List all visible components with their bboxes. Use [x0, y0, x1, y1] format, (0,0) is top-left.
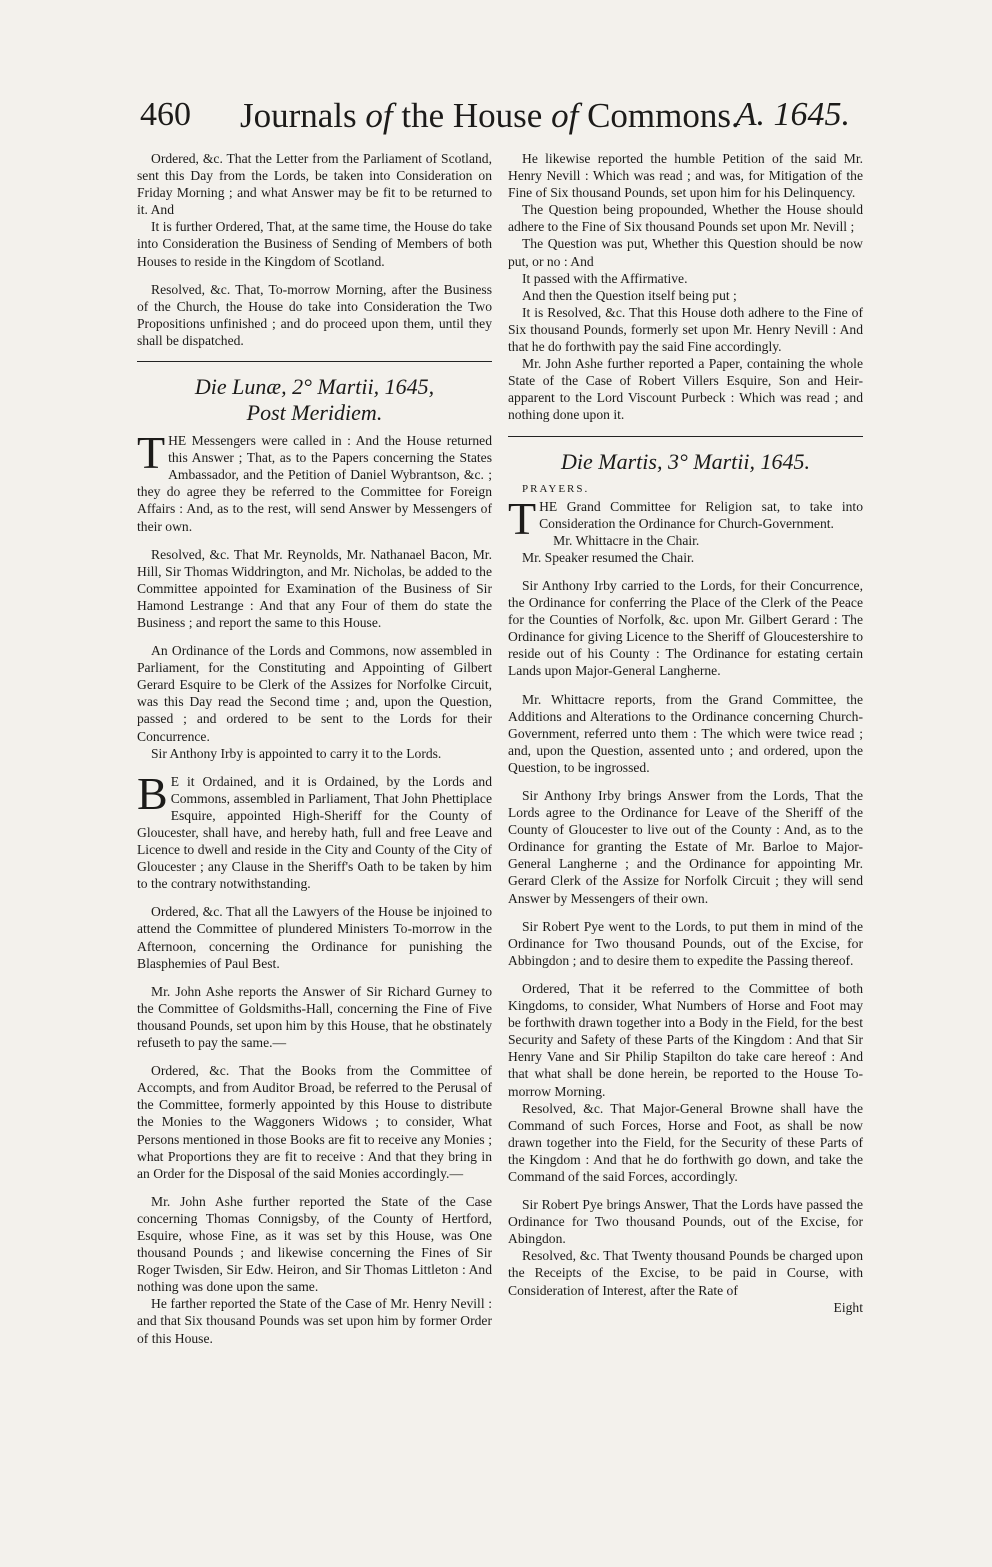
paragraph: Mr. John Ashe further reported the State of the Case concerning Thomas Connigsby, of the County of Hertford, Esquire, whose Fine, as it was set by this House, was One thousand Pounds ; and likewise concerning the Fines of Sir Roger Twisden, Sir Edw. Heiron, and Sir Thomas Littleton : And nothing was done upon the same. [137, 1193, 492, 1295]
paragraph-text: E it Ordained, and it is Ordained, by the Lords and Commons, assembled in Parliament, That John Phettiplace Esquire, appointed High-Sheriff for the County of Gloucester, shall have, and hereby hath, full and free Leave and Licence to dwell and reside in the City and County of the City of Gloucester ; any Clause in the Sheriff's Oath to be taken by him to the contrary notwithstanding. [137, 773, 492, 892]
section-rule [508, 436, 863, 437]
paragraph: Ordered, That it be referred to the Committee of both Kingdoms, to consider, What Numbers of Horse and Foot may be forthwith drawn together into a Body in the Field, for the best Security and Safety of these Parts of the Kingdom : And that Sir Henry Vane and Sir Philip Stapilton do take care hereof : And that what shall be done herein, be reported to the House To-morrow Morning. [508, 980, 863, 1099]
drop-cap: B [137, 767, 168, 819]
paragraph: And then the Question itself being put ; [522, 287, 737, 303]
left-column [137, 150, 492, 1347]
paragraph: Resolved, &c. That Mr. Reynolds, Mr. Nathanael Bacon, Mr. Hill, Sir Thomas Widdrington, and Mr. Nicholas, be added to the Committee appointed for Examination of the Business of Sir Hamond Lestrange : And that any Four of them do state the Business ; and report the same to this House. [137, 546, 492, 630]
paragraph: Mr. Whittacre in the Chair. [553, 532, 700, 548]
paragraph: Sir Anthony Irby is appointed to carry it to the Lords. [151, 745, 442, 761]
paragraph: Ordered, &c. That all the Lawyers of the House be injoined to attend the Committee of plundered Ministers To-morrow in the Afternoon, concerning the Ordinance for punishing the Blasphemies of Paul Best. [137, 904, 492, 971]
paragraph: Ordered, &c. That the Letter from the Parliament of Scotland, sent this Day from the Lords, be taken into Consideration on Friday Morning ; and what Answer may be fit to be returned to it. And [137, 151, 492, 218]
paragraph: Mr. John Ashe further reported a Paper, containing the whole State of the Case of Robert Villers Esquire, Son and Heir-apparent to the Lord Viscount Purbeck : Which was read ; and nothing done upon it. [508, 356, 863, 423]
paragraph: Sir Robert Pye went to the Lords, to put them in mind of the Ordinance for Two thousand Pounds, out of the Excise, for Abbingdon ; and to desire them to expedite the Passing thereof. [508, 918, 863, 968]
section-rule [137, 361, 492, 362]
title-part: Journals [240, 96, 366, 135]
paragraph: Resolved, &c. That Twenty thousand Pounds be charged upon the Receipts of the Excise, to be paid in Course, with Consideration of Interest, after the Rate of [508, 1248, 863, 1298]
right-column [508, 150, 863, 1316]
paragraph-text: HE Grand Committee for Religion sat, to take into Consideration the Ordinance for Church-Government. [539, 498, 863, 531]
paragraph: Sir Anthony Irby carried to the Lords, for their Concurrence, the Ordinance for conferring the Place of the Clerk of the Peace for the Counties of Norfolk, &c. upon Mr. Gilbert Gerard : The Ordinance for giving Licence to the Sheriff of Gloucestershire to reside out of his County : The Ordinance for estating certain Lands upon Major-General Langherne. [508, 577, 863, 679]
paragraph: An Ordinance of the Lords and Commons, now assembled in Parliament, for the Constituting and Appointing of Gilbert Gerard Esquire to be Clerk of the Assizes for Norfolke Circuit, was this Day read the Second time ; and, upon the Question, passed ; and ordered to be sent to the Lords for their Concurrence. [137, 643, 492, 744]
drop-cap: T [508, 492, 537, 544]
paragraph [137, 767, 492, 893]
title-part: House [452, 96, 552, 135]
running-title [240, 96, 740, 136]
catchword: Eight [833, 1299, 863, 1315]
paragraph-text: HE Messengers were called in : And the House returned this Answer ; That, as to the Papers concerning the States Ambassador, and the Petition of Daniel Wybrantson, &c. ; they do agree they be referred to the Committee for Foreign Affairs : And, as to the rest, will send Answer by Messengers of their own. [137, 433, 492, 534]
title-of: of [551, 96, 579, 135]
paragraph: It is further Ordered, That, at the same time, the House do take into Consideration the Business of Sending of Members of both Houses to reside in the Kingdom of Scotland. [137, 219, 492, 269]
paragraph: It passed with the Affirmative. [522, 270, 688, 286]
paragraph: Mr. Whittacre reports, from the Grand Committee, the Additions and Alterations to the Ordinance concerning Church-Government, referred unto them : The which were twice read ; and, upon the Question, assented unto ; and ordered, upon the Question, to be ingrossed. [508, 691, 863, 775]
title-part: the [392, 96, 453, 135]
title-of: of [365, 96, 393, 135]
paragraph: Mr. John Ashe reports the Answer of Sir Richard Gurney to the Committee of Goldsmiths-Hall, concerning the Fine of Five thousand Pounds, set upon him by this House, that he obstinately refuseth to pay the same.— [137, 983, 492, 1051]
paragraph: Sir Anthony Irby brings Answer from the Lords, That the Lords agree to the Ordinance for Leave of the Sheriff of the County of Gloucester to live out of the County : And, as to the Ordinance for granting the Estate of Mr. Barloe to Major-General Langherne ; and the Ordinance for appointing Mr. Gerard Clerk of the Assize for Norfolk Circuit ; they will send Answer by Messengers of their own. [508, 788, 863, 906]
page-number: 460 [140, 96, 191, 133]
heading-line: Post Meridiem. [246, 400, 383, 426]
drop-cap: T [137, 427, 166, 479]
paragraph: Mr. Speaker resumed the Chair. [522, 549, 695, 565]
paragraph: Resolved, &c. That Major-General Browne shall have the Command of such Forces, Horse and Foot, as shall be now drawn together into the Field, for the Security of these Parts of the Kingdom : And that he do forthwith go down, and take the Command of the said Forces, accordingly. [508, 1100, 863, 1184]
section-heading [137, 374, 492, 426]
page-header [140, 96, 850, 138]
paragraph: Ordered, &c. That the Books from the Committee of Accompts, and from Auditor Broad, be referred to the Perusal of the Committee, formerly appointed by this House to distribute the Monies to the Waggoners Widows ; to consider, What Persons mentioned in those Books are fit to receive any Monies ; what Proportions they are fit to receive : And that they bring in an Order for the Disposal of the said Monies accordingly.— [137, 1063, 492, 1181]
title-part: Commons. [578, 96, 740, 135]
paragraph: The Question being propounded, Whether the House should adhere to the Fine of Six thousand Pounds set upon Mr. Nevill ; [508, 202, 863, 235]
page-year: A. 1645. [735, 96, 850, 133]
paragraph: Resolved, &c. That, To-morrow Morning, after the Business of the Church, the House do take into Consideration the Two Propositions unfinished ; and do proceed upon them, until they shall be dispatched. [137, 281, 492, 348]
paragraph: He likewise reported the humble Petition of the said Mr. Henry Nevill : Which was read ; and was, for Mitigation of the Fine of Six thousand Pounds, set upon him for his Delinquency. [508, 151, 863, 201]
paragraph: It is Resolved, &c. That this House doth adhere to the Fine of Six thousand Pounds, formerly set upon Mr. Henry Nevill : And that he do forthwith pay the said Fine accordingly. [508, 304, 863, 355]
paragraph: He farther reported the State of the Case of Mr. Henry Nevill : and that Six thousand Pounds was set upon him by former Order of this House. [137, 1296, 492, 1346]
prayers-label: PRAYERS. [522, 482, 590, 495]
paragraph: The Question was put, Whether this Question should be now put, or no : And [508, 236, 863, 269]
paragraph: Sir Robert Pye brings Answer, That the Lords have passed the Ordinance for Two thousand Pounds, out of the Excise, for Abingdon. [508, 1197, 863, 1247]
heading-line: Die Lunæ, 2° Martii, 1645, [194, 374, 435, 400]
paragraph [137, 427, 492, 535]
section-heading: Die Martis, 3° Martii, 1645. [561, 448, 810, 474]
